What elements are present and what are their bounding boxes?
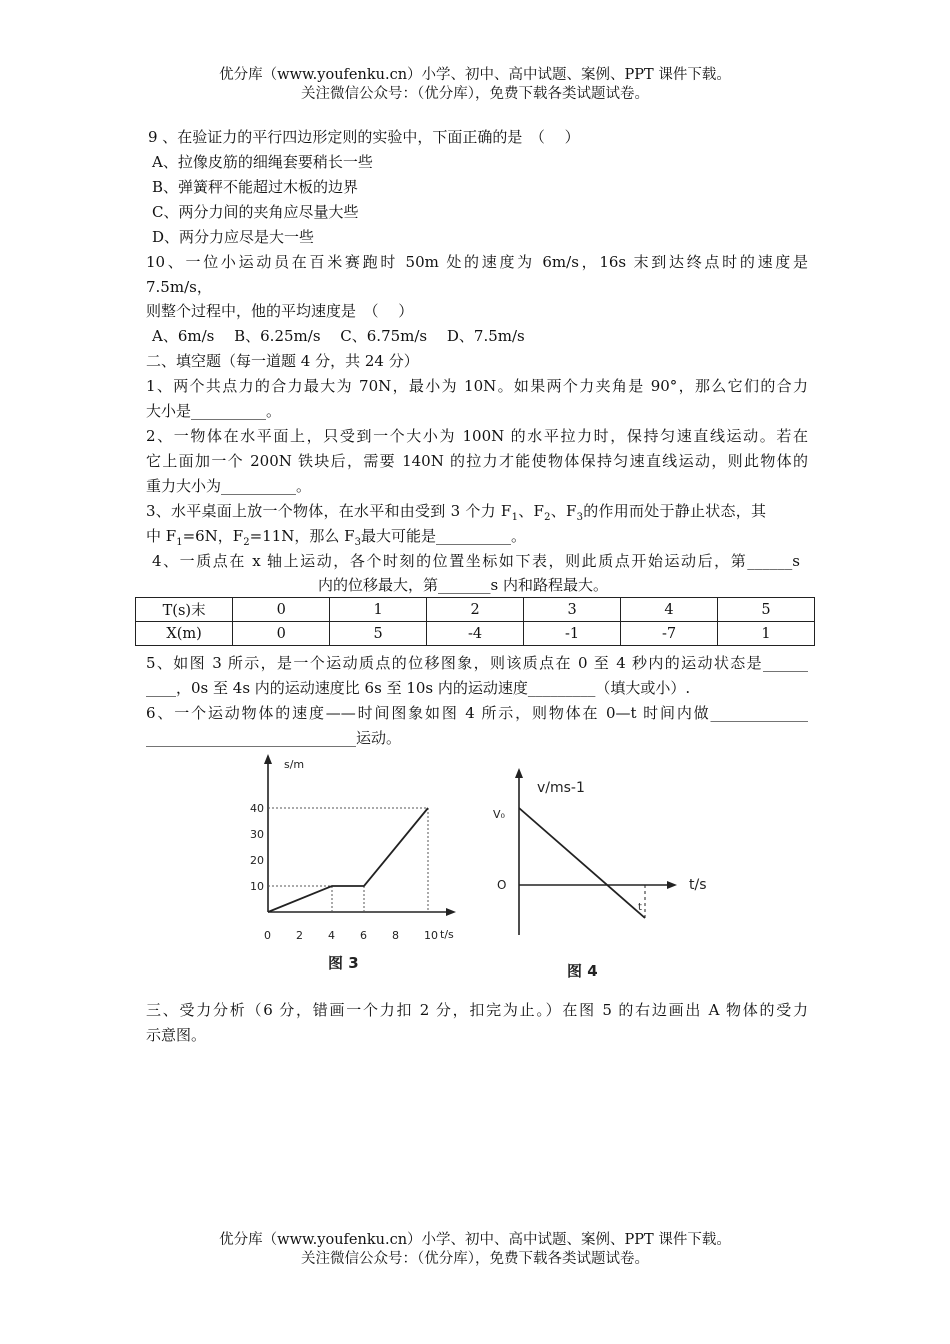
figure-4-caption: 图 4: [567, 962, 598, 980]
footer-line-1: 优分库（www.youfenku.cn）小学、初中、高中试题、案例、PPT 课件下载。: [219, 1232, 731, 1248]
figure-3-xtick-label: 2: [296, 929, 303, 942]
figure-4-v0-label: V₀: [493, 808, 505, 821]
q10-line-1: 10、一位小运动员在百米赛跑时 50m 处的速度为 6m/s，16s 末到达终点时的速度是: [146, 253, 808, 271]
figure-3-xtick-label: 10: [424, 929, 438, 942]
fill-q3-line-1: 3、水平桌面上放一个物体，在水平和由受到 3 个力 $F_1$、$F_2$、$F_3$的作用而处于静止状态，其: [146, 502, 767, 523]
figure-3-xtick-label: 0: [264, 929, 271, 942]
fill-q1-line-2: 大小是__________。: [146, 402, 282, 420]
header-line-2: 关注微信公众号：（优分库），免费下载各类试题试卷。: [301, 86, 649, 102]
figure-4-origin-label: O: [497, 878, 507, 892]
fill-q5-line-1: 5、如图 3 所示，是一个运动质点的位移图象，则该质点在 0 至 4 秒内的运动状态是______: [146, 654, 808, 672]
figure-3-ylabel: s/m: [284, 758, 305, 771]
section3-line-1: 三、受力分析（6 分，错画一个力扣 2 分，扣完为止。）在图 5 的右边画出 A 物体的受力: [146, 1001, 808, 1019]
figure-3-caption: 图 3: [328, 954, 359, 972]
q10-options: A、6m/s B、6.25m/s C、6.75m/s D、7.5m/s: [152, 327, 525, 345]
q10-line-2: 7.5m/s，: [146, 278, 212, 296]
figure-4-xlabel: t/s: [689, 877, 707, 893]
figure-3-ytick-label: 10: [250, 880, 264, 893]
footer-line-2: 关注微信公众号：（优分库），免费下载各类试题试卷。: [301, 1251, 649, 1267]
section2-title: 二、填空题（每一道题 4 分，共 24 分）: [146, 352, 419, 370]
figure-3-xtick-label: 8: [392, 929, 399, 942]
figure-3-ytick-label: 40: [250, 802, 264, 815]
q9-stem: 9 、在验证力的平行四边形定则的实验中，下面正确的是 （ ）: [148, 128, 580, 146]
header-line-1: 优分库（www.youfenku.cn）小学、初中、高中试题、案例、PPT 课件下载。: [219, 67, 731, 83]
section3-line-2: 示意图。: [146, 1026, 207, 1044]
figure-3-xtick-label: 6: [360, 929, 367, 942]
fill-q4-line-2: 内的位移最大，第_______s 内和路程最大。: [318, 576, 608, 594]
figure-3-ytick-label: 30: [250, 828, 264, 841]
table-row: T(s)末 0 1 2 3 4 5: [136, 598, 815, 622]
figure-3-xlabel: t/s: [440, 928, 454, 941]
fill-q2-line-3: 重力大小为__________。: [146, 477, 312, 495]
figure-4-chart: [485, 760, 725, 985]
figure-4-ylabel: v/ms-1: [537, 780, 585, 796]
fill-q2-line-1: 2、一物体在水平面上，只受到一个大小为 100N 的水平拉力时，保持匀速直线运动。若在: [146, 427, 808, 445]
q9-option-d: D、两分力应尽是大一些: [152, 228, 315, 246]
fill-q6-line-1: 6、一个运动物体的速度——时间图象如图 4 所示，则物体在 0—t 时间内做_____________: [146, 704, 808, 722]
position-table: [135, 597, 815, 646]
q9-option-c: C、两分力间的夹角应尽量大些: [152, 203, 359, 221]
fill-q2-line-2: 它上面加一个 200N 铁块后，需要 140N 的拉力才能使物体保持匀速直线运动，则此物体的: [146, 452, 808, 470]
fill-q6-line-2: ____________________________运动。: [146, 729, 402, 747]
figure-3-chart: [240, 748, 470, 978]
q9-option-b: B、弹簧秤不能超过木板的边界: [152, 178, 359, 196]
figure-4-t-label: t: [638, 902, 642, 913]
q9-option-a: A、拉像皮筋的细绳套要稍长一些: [152, 153, 373, 171]
fill-q5-line-2: ____，0s 至 4s 内的运动速度比 6s 至 10s 内的运动速度_________（填大或小）.: [146, 679, 691, 697]
fill-q4-line-1: 4、一质点在 x 轴上运动，各个时刻的位置坐标如下表，则此质点开始运动后，第______s: [152, 552, 800, 570]
fill-q3-line-2: 中 $F_1=6N$，$F_2=11N$，那么 $F_3$最大可能是__________。: [146, 527, 526, 548]
figure-3-series-line: [268, 808, 428, 912]
figure-3-ytick-label: 20: [250, 854, 264, 867]
table-row: X(m) 0 5 -4 -1 -7 1: [136, 622, 815, 646]
figure-4-series-line: [519, 808, 645, 918]
fill-q1-line-1: 1、两个共点力的合力最大为 70N，最小为 10N。如果两个力夹角是 90°，那么它们的合力: [146, 377, 808, 395]
q10-line-3: 则整个过程中，他的平均速度是 （ ）: [146, 302, 414, 320]
figure-3-xtick-label: 4: [328, 929, 335, 942]
